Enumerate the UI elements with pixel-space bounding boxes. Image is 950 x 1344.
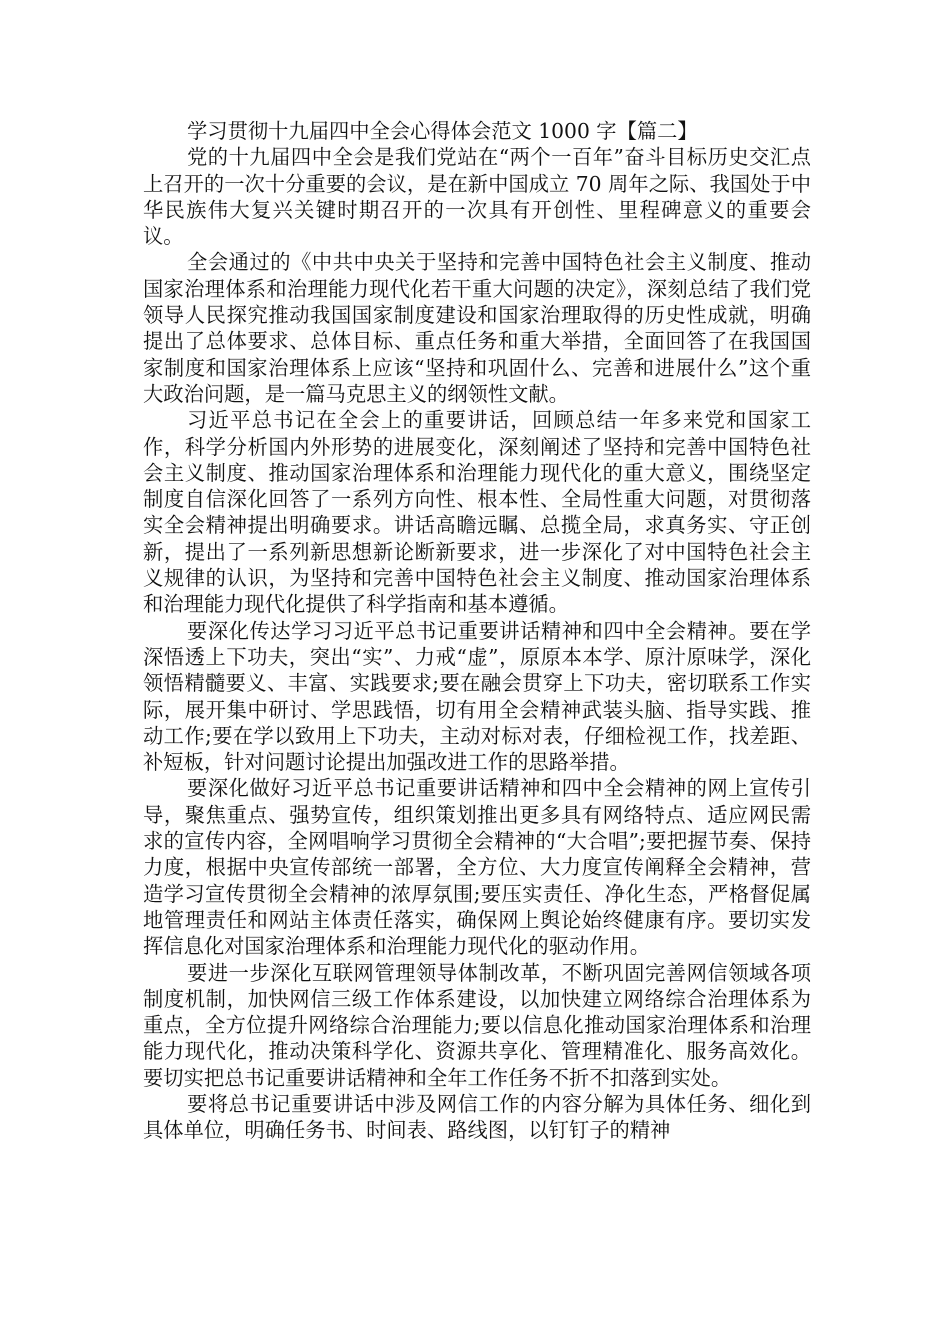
document-page: [143, 118, 811, 1144]
paragraph-3: 习近平总书记在全会上的重要讲话，回顾总结一年多来党和国家工作，科学分析国内外形势的进展变化，深刻阐述了坚持和完善中国特色社会主义制度、推动国家治理体系和治理能力现代化的重大意义，围绕坚定制度自信深化回答了一系列方向性、根本性、全局性重大问题，对贯彻落实全会精神提出明确要求。讲话高瞻远瞩、总揽全局，求真务实、守正创新，提出了一系列新思想新论断新要求，进一步深化了对中国特色社会主义规律的认识，为坚持和完善中国特色社会主义制度、推动国家治理体系和治理能力现代化提供了科学指南和基本遵循。: [143, 408, 811, 617]
paragraph-2: 全会通过的《中共中央关于坚持和完善中国特色社会主义制度、推动国家治理体系和治理能力现代化若干重大问题的决定》，深刻总结了我们党领导人民探究推动我国国家制度建设和国家治理取得的历史性成就，明确提出了总体要求、总体目标、重点任务和重大举措，全面回答了在我国国家制度和国家治理体系上应该“坚持和巩固什么、完善和进展什么”这个重大政治问题，是一篇马克思主义的纲领性文献。: [143, 250, 811, 406]
paragraph-5: 要深化做好习近平总书记重要讲话精神和四中全会精神的网上宣传引导，聚焦重点、强势宣传，组织策划推出更多具有网络特点、适应网民需求的宣传内容，全网唱响学习贯彻全会精神的“大合唱”;要把握节奏、保持力度，根据中央宣传部统一部署，全方位、大力度宣传阐释全会精神，营造学习宣传贯彻全会精神的浓厚氛围;要压实责任、净化生态，严格督促属地管理责任和网站主体责任落实，确保网上舆论始终健康有序。要切实发挥信息化对国家治理体系和治理能力现代化的驱动作用。: [143, 776, 811, 959]
document-title: 学习贯彻十九届四中全会心得体会范文 1000 字【篇二】: [187, 119, 698, 143]
paragraph-4: 要深化传达学习习近平总书记重要讲话精神和四中全会精神。要在学深悟透上下功夫，突出“实”、力戒“虚”，原原本本学、原汁原味学，深化领悟精髓要义、丰富、实践要求;要在融会贯穿上下功夫，密切联系工作实际，展开集中研讨、学思践悟，切有用全会精神武装头脑、指导实践、推动工作;要在学以致用上下功夫，主动对标对表，仔细检视工作，找差距、补短板，针对问题讨论提出加强改进工作的思路举措。: [143, 618, 811, 775]
paragraph-6: 要进一步深化互联网管理领导体制改革，不断巩固完善网信领域各项制度机制，加快网信三级工作体系建设，以加快建立网络综合治理体系为重点，全方位提升网络综合治理能力;要以信息化推动国家治理体系和治理能力现代化，推动决策科学化、资源共享化、管理精准化、服务高效化。要切实把总书记重要讲话精神和全年工作任务不折不扣落到实处。: [143, 960, 811, 1090]
paragraph-7: 要将总书记重要讲话中涉及网信工作的内容分解为具体任务、细化到具体单位，明确任务书、时间表、路线图，以钉钉子的精神: [143, 1091, 811, 1143]
paragraph-1: 党的十九届四中全会是我们党站在“两个一百年”奋斗目标历史交汇点上召开的一次十分重要的会议，是在新中国成立 70 周年之际、我国处于中华民族伟大复兴关键时期召开的一次具有开创性、里程碑意义的重要会议。: [143, 145, 811, 249]
